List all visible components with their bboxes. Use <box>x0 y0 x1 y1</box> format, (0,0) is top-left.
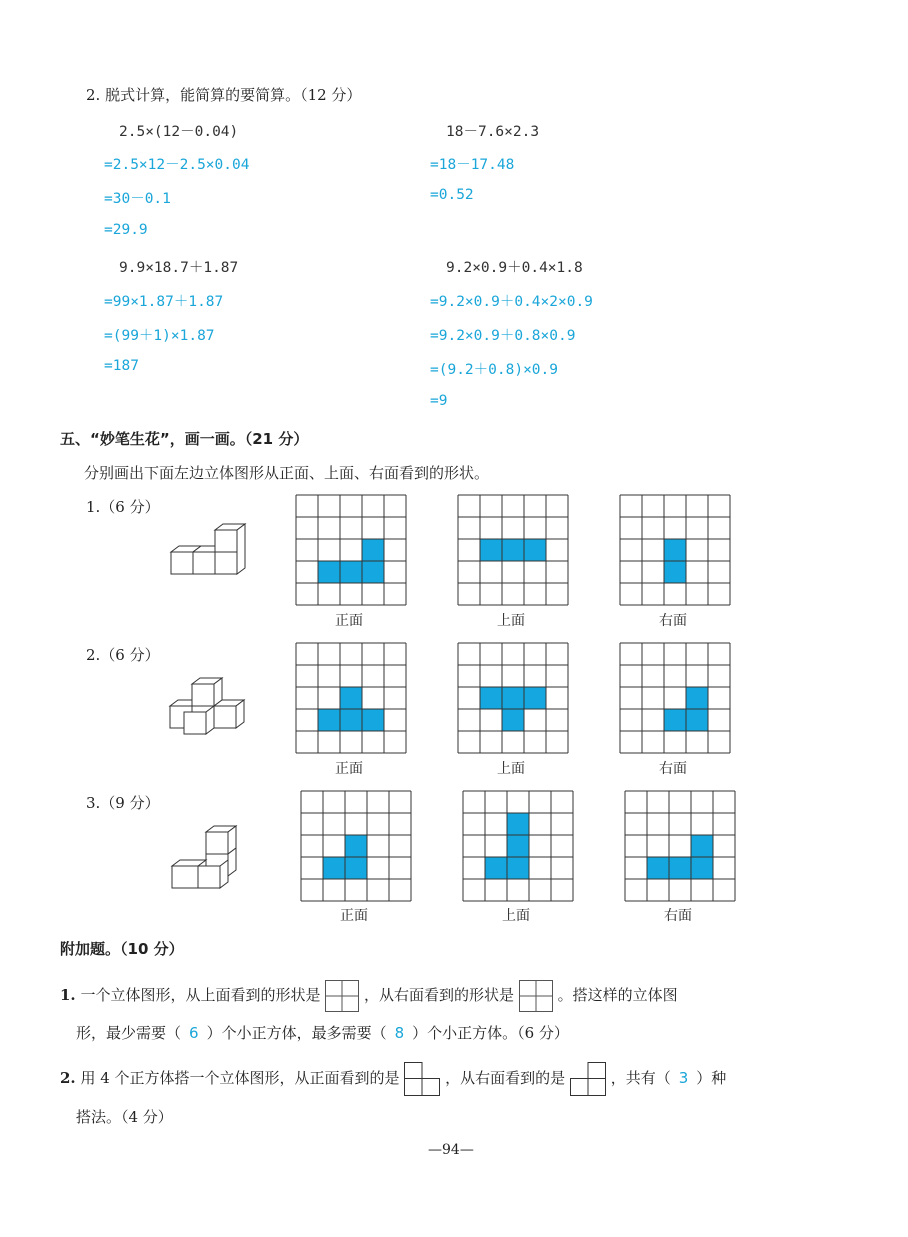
problem-2-expr: 18－7.6×2.3 <box>446 124 540 140</box>
view-caption-top: 上面 <box>497 613 525 629</box>
q2-title: 2. 脱式计算，能简算的要简算。（12 分） <box>86 86 362 104</box>
bonus-q2-text: ）种 <box>696 1069 727 1087</box>
filled-cell <box>485 857 507 879</box>
cube-figure-3 <box>168 822 248 892</box>
bonus-q2-text: ，共有（ <box>610 1069 671 1087</box>
problem-3-step: =187 <box>104 358 139 374</box>
grid-3-front <box>301 791 411 901</box>
filled-cell <box>318 709 340 731</box>
shape-right-view-icon <box>570 1062 606 1096</box>
grid-2-top <box>458 643 568 753</box>
section-5-title: 五、“妙笔生花”，画一画。（21 分） <box>60 430 309 448</box>
bonus-q1-text: ）个小正方体。（6 分） <box>412 1024 569 1042</box>
filled-cell <box>362 539 384 561</box>
filled-cell <box>686 709 708 731</box>
problem-4-step: =(9.2＋0.8)×0.9 <box>430 362 558 378</box>
bonus-q1-text: ，从右面看到的形状是 <box>364 986 515 1004</box>
view-caption-top: 上面 <box>502 908 530 924</box>
grid-1-right <box>620 495 730 605</box>
bonus-title: 附加题。（10 分） <box>60 940 184 958</box>
problem-1-expr: 2.5×(12－0.04) <box>119 124 239 140</box>
grid-2-front <box>296 643 406 753</box>
filled-cell <box>669 857 691 879</box>
filled-cell <box>362 709 384 731</box>
view-caption-front: 正面 <box>335 613 363 629</box>
filled-cell <box>480 687 502 709</box>
bonus-q1-line1 <box>60 980 678 1012</box>
problem-4-step: =9 <box>430 393 448 409</box>
grid-2-right <box>620 643 730 753</box>
bonus-q2-text: ，从右面看到的是 <box>445 1069 566 1087</box>
filled-cell <box>340 561 362 583</box>
filled-cell <box>507 813 529 835</box>
problem-3-expr: 9.9×18.7＋1.87 <box>119 260 239 276</box>
item-3-label: 3.（9 分） <box>86 794 160 812</box>
bonus-q1-number: 1. <box>60 986 76 1004</box>
problem-1-step: =2.5×12－2.5×0.04 <box>104 157 250 173</box>
filled-cell <box>502 539 524 561</box>
bonus-q1-text: 形，最少需要（ <box>76 1024 182 1042</box>
answer-count: 3 <box>678 1069 689 1087</box>
problem-4-expr: 9.2×0.9＋0.4×1.8 <box>446 260 583 276</box>
filled-cell <box>318 561 340 583</box>
filled-cell <box>362 561 384 583</box>
bonus-q1-text: 一个立体图形，从上面看到的形状是 <box>80 986 321 1004</box>
filled-cell <box>686 687 708 709</box>
filled-cell <box>664 561 686 583</box>
answer-min: 6 <box>189 1024 199 1042</box>
bonus-q2-text: 用 4 个正方体搭一个立体图形，从正面看到的是 <box>80 1069 400 1087</box>
answer-max: 8 <box>394 1024 405 1042</box>
bonus-q1-line2 <box>76 1022 569 1043</box>
filled-cell <box>345 835 367 857</box>
item-2-label: 2.（6 分） <box>86 646 160 664</box>
filled-cell <box>691 857 713 879</box>
filled-cell <box>691 835 713 857</box>
bonus-q2-number: 2. <box>60 1069 76 1087</box>
view-caption-front: 正面 <box>335 761 363 777</box>
filled-cell <box>340 709 362 731</box>
filled-cell <box>507 835 529 857</box>
filled-cell <box>524 539 546 561</box>
grid-3-right <box>625 791 735 901</box>
grid-3-top <box>463 791 573 901</box>
problem-4-step: =9.2×0.9＋0.4×2×0.9 <box>430 294 593 310</box>
view-caption-top: 上面 <box>497 761 525 777</box>
shape-two-squares-icon <box>325 980 359 1012</box>
item-1-label: 1.（6 分） <box>86 498 160 516</box>
filled-cell <box>323 857 345 879</box>
filled-cell <box>340 687 362 709</box>
section-5-instruction: 分别画出下面左边立体图形从正面、上面、右面看到的形状。 <box>84 464 490 482</box>
filled-cell <box>502 709 524 731</box>
view-caption-right: 右面 <box>659 761 687 777</box>
filled-cell <box>664 539 686 561</box>
filled-cell <box>480 539 502 561</box>
bonus-q1-text: 。搭这样的立体图 <box>557 986 678 1004</box>
shape-two-squares-icon <box>519 980 553 1012</box>
bonus-q2-line2: 搭法。（4 分） <box>76 1108 173 1126</box>
filled-cell <box>664 709 686 731</box>
problem-4-step: =9.2×0.9＋0.8×0.9 <box>430 328 576 344</box>
problem-2-step: =18－17.48 <box>430 157 515 173</box>
filled-cell <box>502 687 524 709</box>
filled-cell <box>647 857 669 879</box>
page-number: —94— <box>428 1142 474 1158</box>
shape-front-view-icon <box>404 1062 440 1096</box>
bonus-q2-line1 <box>60 1062 726 1096</box>
cube-figure-1 <box>168 520 248 580</box>
problem-1-step: =29.9 <box>104 222 148 238</box>
cube-figure-2 <box>168 676 248 736</box>
filled-cell <box>524 687 546 709</box>
filled-cell <box>507 857 529 879</box>
bonus-q1-text: ）个小正方体，最多需要（ <box>206 1024 387 1042</box>
problem-3-step: =(99＋1)×1.87 <box>104 328 215 344</box>
view-caption-right: 右面 <box>664 908 692 924</box>
grid-1-front <box>296 495 406 605</box>
view-caption-front: 正面 <box>340 908 368 924</box>
problem-2-step: =0.52 <box>430 187 474 203</box>
problem-1-step: =30－0.1 <box>104 191 171 207</box>
filled-cell <box>345 857 367 879</box>
view-caption-right: 右面 <box>659 613 687 629</box>
problem-3-step: =99×1.87＋1.87 <box>104 294 224 310</box>
grid-1-top <box>458 495 568 605</box>
